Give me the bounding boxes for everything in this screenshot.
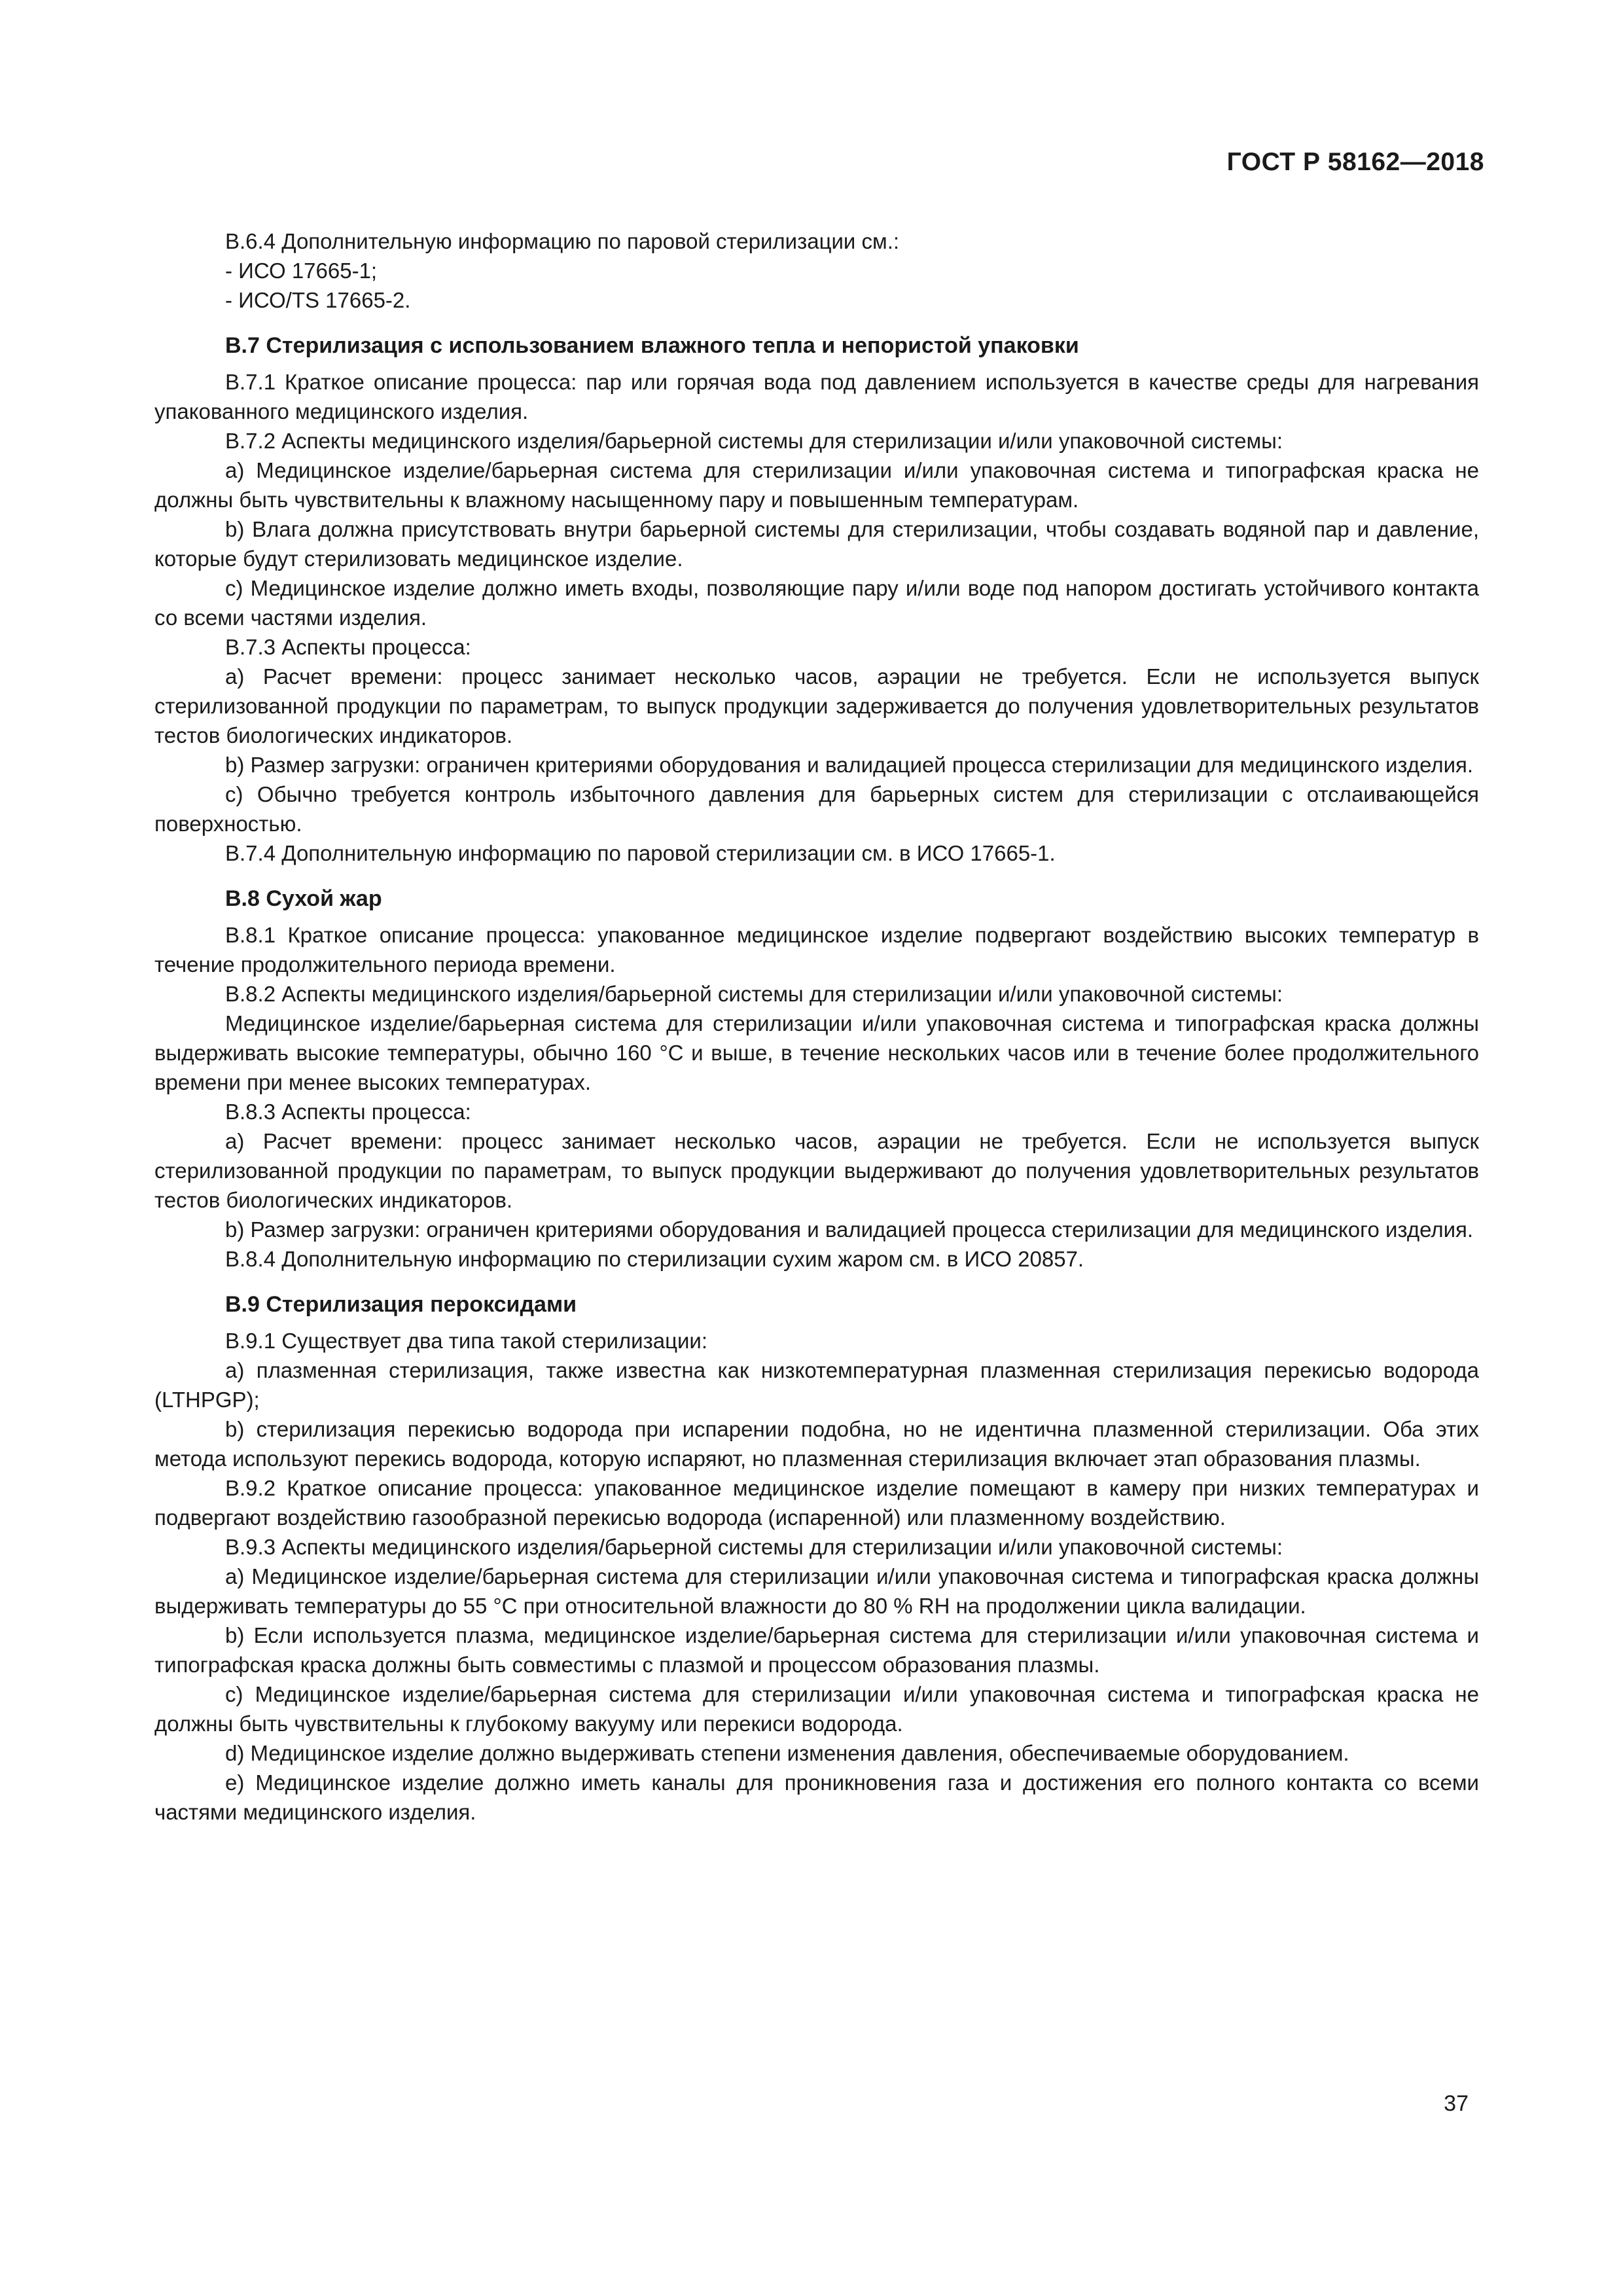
paragraph: B.8.3 Аспекты процесса: [225, 1100, 471, 1124]
page-number: 37 [1444, 2091, 1469, 2116]
paragraph: B.7.4 Дополнительную информацию по паровой стерилизации см. в ИСО 17665-1. [225, 841, 1056, 865]
paragraph: B.8.1 Краткое описание процесса: упакованное медицинское изделие подвергают воздействию высоких температур в течение продолжительного периода времени. [154, 923, 1479, 977]
paragraph: B.9.2 Краткое описание процесса: упакованное медицинское изделие помещают в камеру при низких температурах и подвергают воздействию газообразной перекисью водорода (испаренной) или плазменному воздействию. [154, 1476, 1479, 1530]
list-item: b) Влага должна присутствовать внутри барьерной системы для стерилизации, чтобы создавать водяной пар и давление, которые будут стерилизовать медицинское изделие. [154, 517, 1479, 571]
list-item: а) плазменная стерилизация, также известна как низкотемпературная плазменная стерилизация перекисью водорода (LTHPGP); [154, 1358, 1479, 1412]
list-item: b) Размер загрузки: ограничен критериями оборудования и валидацией процесса стерилизации для медицинского изделия. [225, 1217, 1474, 1242]
paragraph: B.7.1 Краткое описание процесса: пар или горячая вода под давлением используется в качестве среды для нагревания упакованного медицинского изделия. [154, 370, 1479, 423]
list-item: а) Расчет времени: процесс занимает несколько часов, аэрации не требуется. Если не используется выпуск стерилизованной продукции по параметрам, то выпуск продукции выдерживают до получения удовлетворительных результатов тестов биологических индикаторов. [154, 1129, 1479, 1212]
paragraph: B.9.3 Аспекты медицинского изделия/барьерной системы для стерилизации и/или упаковочной системы: [225, 1535, 1283, 1559]
list-item: с) Обычно требуется контроль избыточного давления для барьерных систем для стерилизации с отслаивающейся поверхностью. [154, 782, 1479, 836]
list-item: а) Расчет времени: процесс занимает несколько часов, аэрации не требуется. Если не используется выпуск стерилизованной продукции по параметрам, то выпуск продукции задерживается до получения удовлетворительных результатов тестов биологических индикаторов. [154, 664, 1479, 747]
list-item: с) Медицинское изделие должно иметь входы, позволяющие пару и/или воде под напором достигать устойчивого контакта со всеми частями изделия. [154, 576, 1479, 630]
section-heading: B.8 Сухой жар [225, 886, 382, 911]
paragraph: Медицинское изделие/барьерная система для стерилизации и/или упаковочная система и типографская краска должны выдерживать высокие температуры, обычно 160 °С и выше, в течение нескольких часов или в течение более продолжительного времени при менее высоких температурах. [154, 1011, 1479, 1094]
list-item: а) Медицинское изделие/барьерная система для стерилизации и/или упаковочная система и типографская краска не должны быть чувствительны к влажному насыщенному пару и повышенным температурам. [154, 458, 1479, 512]
paragraph: B.9.1 Существует два типа такой стерилизации: [225, 1329, 708, 1353]
paragraph: B.8.4 Дополнительную информацию по стерилизации сухим жаром см. в ИСО 20857. [225, 1247, 1084, 1271]
paragraph: B.8.2 Аспекты медицинского изделия/барьерной системы для стерилизации и/или упаковочной системы: [225, 982, 1283, 1006]
list-item: - ИСО/TS 17665-2. [225, 288, 411, 312]
section-heading: B.9 Стерилизация пероксидами [225, 1292, 577, 1317]
paragraph: B.7.3 Аспекты процесса: [225, 635, 471, 659]
list-item: - ИСО 17665-1; [225, 259, 378, 283]
paragraph: B.7.2 Аспекты медицинского изделия/барьерной системы для стерилизации и/или упаковочной системы: [225, 429, 1283, 453]
list-item: с) Медицинское изделие/барьерная система для стерилизации и/или упаковочная система и типографская краска не должны быть чувствительны к глубокому вакууму или перекиси водорода. [154, 1682, 1479, 1736]
document-id: ГОСТ Р 58162—2018 [1226, 148, 1484, 176]
list-item: b) стерилизация перекисью водорода при испарении подобна, но не идентична плазменной стерилизации. Оба этих метода используют перекись водорода, которую испаряют, но плазменная стерилизация включает этап образования плазмы. [154, 1417, 1479, 1471]
list-item: b) Размер загрузки: ограничен критериями оборудования и валидацией процесса стерилизации для медицинского изделия. [225, 753, 1474, 777]
list-item: е) Медицинское изделие должно иметь каналы для проникновения газа и достижения его полного контакта со всеми частями медицинского изделия. [154, 1770, 1479, 1824]
list-item: а) Медицинское изделие/барьерная система для стерилизации и/или упаковочная система и типографская краска должны выдерживать температуры до 55 °С при относительной влажности до 80 % RH на продолжении цикла валидации. [154, 1564, 1479, 1618]
document-body [154, 226, 1479, 1827]
paragraph: B.6.4 Дополнительную информацию по паровой стерилизации см.: [225, 229, 900, 253]
list-item: d) Медицинское изделие должно выдерживать степени изменения давления, обеспечиваемые оборудованием. [225, 1741, 1349, 1765]
list-item: b) Если используется плазма, медицинское изделие/барьерная система для стерилизации и/или упаковочная система и типографская краска должны быть совместимы с плазмой и процессом образования плазмы. [154, 1623, 1479, 1677]
section-heading: B.7 Стерилизация с использованием влажного тепла и непористой упаковки [225, 333, 1079, 358]
